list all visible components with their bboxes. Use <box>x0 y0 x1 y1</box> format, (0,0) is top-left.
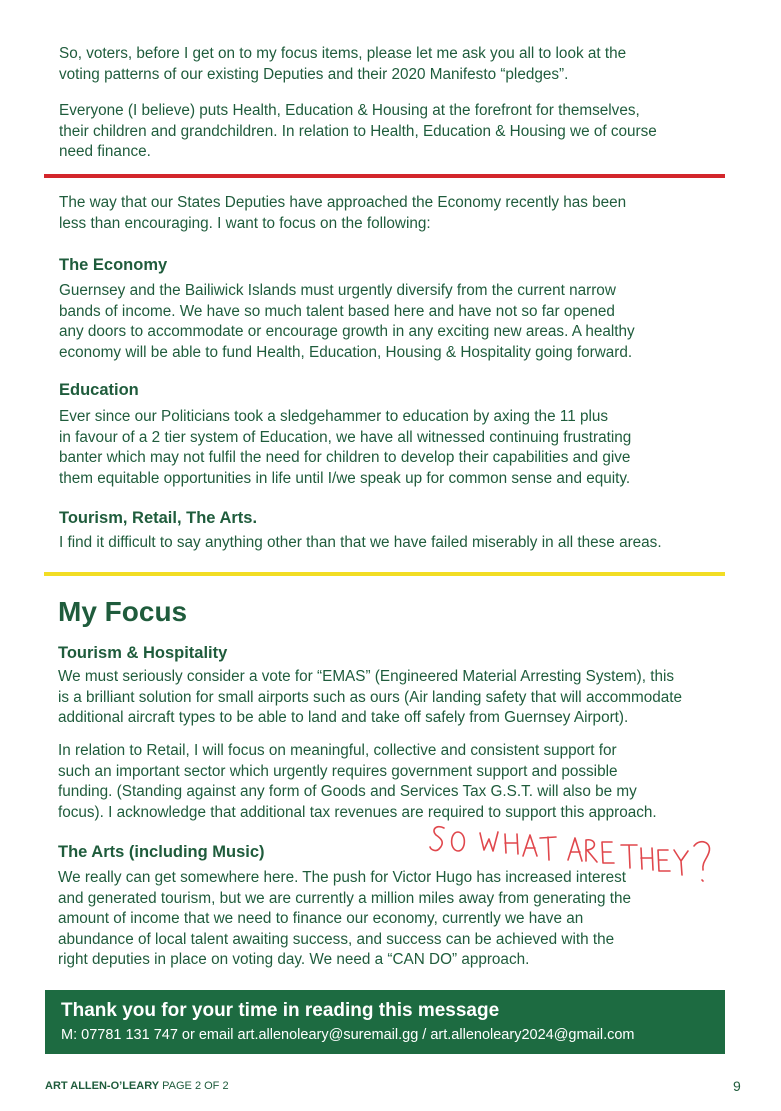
yellow-divider <box>44 572 725 576</box>
economy-lead-paragraph: The way that our States Deputies have approached the Economy recently has been less than encouraging. I want to focus on the following: <box>59 194 627 232</box>
page-footer-label <box>45 1080 229 1092</box>
red-divider <box>44 174 725 178</box>
thank-you-title: Thank you for your time in reading this message <box>61 1000 500 1021</box>
hospitality-paragraph: We must seriously consider a vote for “EMAS” (Engineered Material Arresting System), this is a brilliant solution for small airports such as ours (Air landing safety that will accommodate additional aircraft types to be able to land and take off safely from Guernsey Airport). <box>58 668 683 726</box>
arts-heading: The Arts (including Music) <box>58 843 265 861</box>
arts-paragraph: We really can get somewhere here. The push for Victor Hugo has increased interest and generated tourism, but we are currently a million miles away from generating the amount of income that we need to finance our economy, currently we have an abundance of local talent awaiting success, and success can be achieved with the right deputies in place on voting day. We need a “CAN DO” approach. <box>58 869 632 968</box>
economy-paragraph: Guernsey and the Bailiwick Islands must urgently diversify from the current narrow bands of income. We have so much talent based here and have not so far opened any doors to accommodate or encourage growth in any exciting new areas. A healthy economy will be able to fund Health, Education, Housing & Hospitality going forward. <box>59 282 635 361</box>
education-paragraph: Ever since our Politicians took a sledgehammer to education by axing the 11 plus in favour of a 2 tier system of Education, we have all witnessed continuing frustrating banter which may not fulfil the need for children to develop their capabilities and give them equitable opportunities in life until I/we speak up for common sense and equity. <box>59 408 632 487</box>
hospitality-heading: Tourism & Hospitality <box>58 644 228 662</box>
economy-heading: The Economy <box>59 256 168 274</box>
contact-details: M: 07781 131 747 or email art.allenoleary@suremail.gg / art.allenoleary2024@gmail.com <box>61 1027 635 1043</box>
page-indicator: PAGE 2 OF 2 <box>162 1080 229 1092</box>
intro-paragraph-2: Everyone (I believe) puts Health, Education & Housing at the forefront for themselves, their children and grandchildren. In relation to Health, Education & Housing we of course need finance. <box>59 102 657 160</box>
page-number: 9 <box>733 1078 741 1094</box>
author-name: ART ALLEN-O’LEARY <box>45 1080 160 1092</box>
education-heading: Education <box>59 381 139 399</box>
my-focus-title: My Focus <box>58 596 188 627</box>
tourism-retail-arts-paragraph: I find it difficult to say anything other than that we have failed miserably in all these areas. <box>59 534 662 551</box>
tourism-retail-arts-heading: Tourism, Retail, The Arts. <box>59 509 258 527</box>
intro-paragraph-1: So, voters, before I get on to my focus items, please let me ask you all to look at the voting patterns of our existing Deputies and their 2020 Manifesto “pledges”. <box>59 45 627 83</box>
retail-paragraph: In relation to Retail, I will focus on meaningful, collective and consistent support for such an important sector which urgently requires government support and possible funding. (Standing against any form of Goods and Services Tax G.S.T. will also be my focus). I acknowledge that additional tax revenues are required to support this approach. <box>58 742 657 821</box>
handwritten-annotation <box>428 818 728 893</box>
thank-you-banner <box>45 990 725 1054</box>
